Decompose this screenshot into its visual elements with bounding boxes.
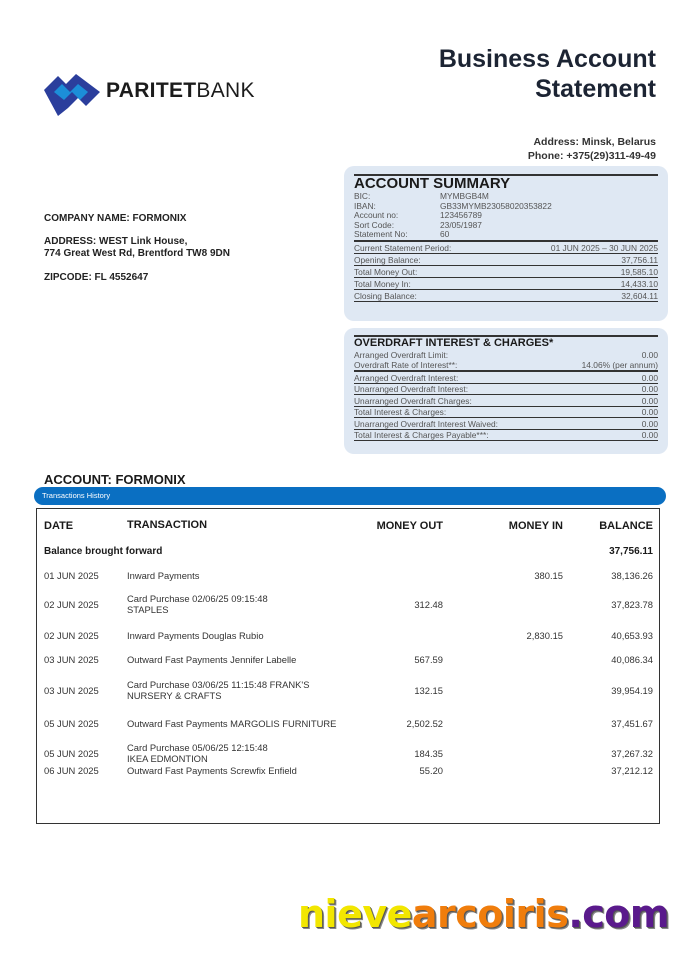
bank-name xyxy=(106,79,255,103)
row-transaction-line-1: Outward Fast Payments Screwfix Enfield xyxy=(127,765,297,776)
overdraft-row xyxy=(354,418,658,430)
summary-detail-label: BIC: xyxy=(354,191,371,201)
summary-rows xyxy=(354,240,658,302)
summary-row-label: Closing Balance: xyxy=(354,290,417,301)
row-money-in: 380.15 xyxy=(534,570,563,581)
transactions-history-label: Transactions History xyxy=(42,491,111,500)
summary-detail-value: GB33MYMB23058020353822 xyxy=(440,200,552,211)
summary-row xyxy=(354,290,658,302)
overdraft-row-value: 0.00 xyxy=(641,407,658,417)
transactions-table xyxy=(36,508,660,824)
row-transaction-line-1: Inward Payments xyxy=(127,570,200,581)
row-balance: 38,136.26 xyxy=(611,570,653,581)
overdraft-rows xyxy=(354,370,658,441)
account-heading: ACCOUNT: FORMONIX xyxy=(44,472,186,487)
header-transaction: TRANSACTION xyxy=(127,519,208,531)
summary-detail-row xyxy=(354,202,658,212)
overdraft-row-label: Unarranged Overdraft Interest: xyxy=(354,384,469,394)
watermark-part-3: .com xyxy=(568,892,670,936)
row-transaction xyxy=(127,679,309,701)
overdraft-row xyxy=(354,350,658,360)
row-transaction-line-1: Inward Payments Douglas Rubio xyxy=(127,630,264,641)
row-date: 06 JUN 2025 xyxy=(44,765,99,776)
row-transaction-line-1: Outward Fast Payments MARGOLIS FURNITURE xyxy=(127,718,337,729)
brought-forward-label: Balance brought forward xyxy=(44,546,163,557)
row-money-out: 184.35 xyxy=(414,748,443,759)
overdraft-row-label: Unarranged Overdraft Charges: xyxy=(354,395,472,406)
row-money-in: 2,830.15 xyxy=(526,630,563,641)
account-summary-panel xyxy=(344,166,668,321)
row-transaction xyxy=(127,765,297,776)
summary-row-label: Total Money In: xyxy=(354,278,411,289)
overdraft-row-value: 0.00 xyxy=(641,395,658,406)
summary-detail-value: 60 xyxy=(440,229,450,240)
summary-detail-label: Sort Code: xyxy=(354,219,395,230)
overdraft-row-value: 0.00 xyxy=(641,418,658,429)
overdraft-row xyxy=(354,360,658,370)
summary-detail-label: Account no: xyxy=(354,210,399,221)
row-transaction-line-1: Card Purchase 05/06/25 12:15:48 xyxy=(127,742,268,753)
title-line-1: Business Account xyxy=(438,45,656,73)
bank-address: Address: Minsk, Belarus xyxy=(533,136,656,148)
page-title xyxy=(439,44,656,104)
row-transaction xyxy=(127,742,268,764)
summary-row-value: 01 JUN 2025 – 30 JUN 2025 xyxy=(550,242,658,253)
overdraft-title: OVERDRAFT INTEREST & CHARGES* xyxy=(354,337,554,349)
row-balance: 39,954.19 xyxy=(611,685,653,696)
summary-detail-value: 123456789 xyxy=(440,210,482,221)
row-date: 03 JUN 2025 xyxy=(44,654,99,665)
overdraft-row-value: 0.00 xyxy=(641,350,658,360)
watermark-part-1: nieve xyxy=(298,892,412,936)
row-balance: 37,212.12 xyxy=(611,765,653,776)
company-info xyxy=(44,213,230,295)
summary-details xyxy=(354,192,658,240)
overdraft-row-label: Arranged Overdraft Limit: xyxy=(354,350,449,360)
paritet-logo-icon xyxy=(42,64,102,116)
row-balance: 37,451.67 xyxy=(611,718,653,729)
overdraft-row-value: 0.00 xyxy=(641,384,658,394)
overdraft-row xyxy=(354,384,658,396)
transactions-history-bar xyxy=(34,487,666,505)
company-name: COMPANY NAME: FORMONIX xyxy=(44,213,187,224)
summary-row-value: 32,604.11 xyxy=(621,290,658,301)
overdraft-row-value: 14.06% (per annum) xyxy=(581,360,658,370)
bank-name-light: BANK xyxy=(196,79,255,102)
overdraft-row-label: Unarranged Overdraft Interest Waived: xyxy=(354,418,498,429)
bank-phone: Phone: +375(29)311-49-49 xyxy=(527,150,656,162)
company-address xyxy=(44,236,230,260)
overdraft-plain-rows xyxy=(354,350,658,370)
summary-detail-row xyxy=(354,211,658,221)
row-transaction xyxy=(127,570,199,581)
company-address-line-2: 774 Great West Rd, Brentford TW8 9DN xyxy=(44,248,230,259)
row-balance: 37,823.78 xyxy=(611,599,653,610)
overdraft-row-label: Arranged Overdraft Interest: xyxy=(354,372,459,383)
header-money-out: MONEY OUT xyxy=(376,520,443,532)
summary-row-value: 14,433.10 xyxy=(620,278,658,289)
overdraft-row-label: Total Interest & Charges Payable***: xyxy=(354,430,489,440)
summary-detail-label: Statement No: xyxy=(354,229,408,240)
summary-detail-value: MYMBGB4M xyxy=(440,191,489,201)
row-transaction xyxy=(127,593,268,615)
overdraft-row-value: 0.00 xyxy=(641,372,658,383)
row-date: 02 JUN 2025 xyxy=(44,630,99,641)
row-money-out: 2,502.52 xyxy=(406,718,443,729)
summary-row-label: Current Statement Period: xyxy=(354,242,452,253)
row-transaction-line-2: NURSERY & CRAFTS xyxy=(127,690,222,701)
row-transaction xyxy=(127,630,264,641)
overdraft-row xyxy=(354,430,658,442)
row-transaction-line-2: IKEA EDMONTION xyxy=(127,753,208,764)
row-transaction xyxy=(127,718,336,729)
overdraft-panel xyxy=(344,328,668,454)
row-money-out: 132.15 xyxy=(414,685,443,696)
row-balance: 40,086.34 xyxy=(611,654,653,665)
summary-row xyxy=(354,266,658,278)
brought-forward-balance: 37,756.11 xyxy=(609,546,653,557)
row-transaction-line-2: STAPLES xyxy=(127,604,169,615)
summary-row xyxy=(354,254,658,266)
bank-name-bold: PARITET xyxy=(106,79,197,102)
summary-row-label: Opening Balance: xyxy=(354,254,421,265)
header-balance: BALANCE xyxy=(599,520,653,532)
row-money-out: 312.48 xyxy=(414,599,443,610)
row-date: 01 JUN 2025 xyxy=(44,570,99,581)
header-date: DATE xyxy=(44,520,74,532)
overdraft-row-label: Total Interest & Charges: xyxy=(354,407,447,417)
bank-logo xyxy=(42,64,262,120)
row-date: 03 JUN 2025 xyxy=(44,685,99,696)
row-date: 05 JUN 2025 xyxy=(44,718,99,729)
overdraft-row xyxy=(354,372,658,384)
row-transaction-line-1: Card Purchase 02/06/25 09:15:48 xyxy=(127,593,268,604)
account-summary-title: ACCOUNT SUMMARY xyxy=(354,175,511,192)
summary-row xyxy=(354,278,658,290)
row-transaction xyxy=(127,654,296,665)
summary-detail-row xyxy=(354,230,658,240)
row-transaction-line-1: Outward Fast Payments Jennifer Labelle xyxy=(127,654,297,665)
row-transaction-line-1: Card Purchase 03/06/25 11:15:48 FRANK'S xyxy=(127,679,310,690)
summary-row xyxy=(354,242,658,254)
summary-row-value: 19,585.10 xyxy=(620,266,658,277)
overdraft-row-label: Overdraft Rate of Interest**: xyxy=(354,360,458,370)
row-date: 02 JUN 2025 xyxy=(44,599,99,610)
watermark-part-2: arcoiris xyxy=(411,892,569,936)
row-balance: 40,653.93 xyxy=(611,630,653,641)
row-date: 05 JUN 2025 xyxy=(44,748,99,759)
company-address-line-1: ADDRESS: WEST Link House, xyxy=(44,236,188,247)
summary-row-value: 37,756.11 xyxy=(621,254,658,265)
overdraft-row-value: 0.00 xyxy=(641,430,658,440)
summary-detail-label: IBAN: xyxy=(354,200,376,211)
overdraft-row xyxy=(354,395,658,407)
header-money-in: MONEY IN xyxy=(508,520,563,532)
title-line-2: Statement xyxy=(535,75,656,103)
summary-row-label: Total Money Out: xyxy=(354,266,418,277)
overdraft-row xyxy=(354,407,658,419)
watermark xyxy=(298,892,669,936)
company-zipcode: ZIPCODE: FL 4552647 xyxy=(44,272,149,283)
row-money-out: 567.59 xyxy=(414,654,443,665)
summary-detail-value: 23/05/1987 xyxy=(440,219,482,230)
row-balance: 37,267.32 xyxy=(611,748,653,759)
row-money-out: 55.20 xyxy=(419,765,443,776)
bank-contact xyxy=(528,135,656,163)
